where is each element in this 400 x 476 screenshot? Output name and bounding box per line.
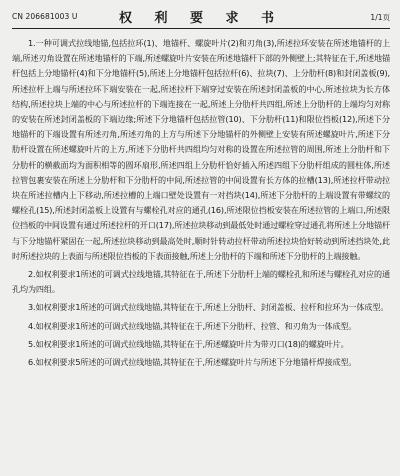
claim-2: 2.如权利要求1所述的可调式拉线地锚,其特征在于,所述下分肋杆上端的螺栓孔和所述与螺栓孔对应的通孔均为四组。 (12, 269, 390, 295)
claim-6: 6.如权利要求5所述的可调式拉线地锚,其特征在于,所述螺旋叶片与所述下分地锚杆焊接成型。 (28, 357, 357, 368)
page-header (12, 6, 390, 29)
claim-5: 5.如权利要求1所述的可调式拉线地锚,其特征在于,所述螺旋叶片为带刃口(18)的螺旋叶片。 (28, 338, 349, 349)
claims-list (12, 36, 390, 370)
document-number: CN 206681003 U (12, 12, 78, 21)
claim-4: 4.如权利要求1所述的可调式拉线地锚,其特征在于,所述下分肋杆、拉管、和刃角为一体成型。 (28, 320, 357, 331)
claim-1: 1.一种可调式拉线地锚,包括拉环(1)、地锚杆、螺旋叶片(2)和刃角(3),所述拉环安装在所述地锚杆的上端,所述刃角设置在所述地锚杆的下端,所述螺旋叶片安装在所述地锚杆下部的外侧壁上;其特征在于,所述地锚杆包括上分地锚杆(4)和下分地锚杆(5),所述上分地锚杆包括拉杆(6)、拉块(7)、上分肋杆(8)和封闭盖板(9),所述拉杆上端与所述拉环下端安装在一起,所述拉杆下端穿过安装在所述封闭盖板的中心,所述拉块为长方体结构,所述拉块上端的中心与所述拉杆的下端连接在一起,所述上分肋杆共四组,所述上分肋杆的上端均匀对称的安装在所述封闭盖板的下端边缘;所述下分地锚杆包括拉管(10)、下分肋杆(11)和限位挡板(12),所述下分地锚杆的下端设置有所述刃角,所述刃角的上方与所述下分地锚杆的外侧壁上安装有所述螺旋叶片,所述下分肋杆设置在所述螺旋叶片的上方,所述下分肋杆共四组均匀对称的设置在所述拉管的周围,所述上分肋杆和下分肋杆的横截面均为面积相等的圆环扇形,所述四组上分肋杆恰好插入所述四组下分肋杆组成的圆柱体,所述拉管包裹安装在所述上分肋杆和下分肋杆的中间,所述拉管的中间设置有长方体的拉槽(13),所述拉杆带动拉块在所述拉槽内上下移动,所述拉槽的上端口壁处设置有一对挡块(14),所述下分肋杆的上端设置有带螺纹的螺栓孔(15),所述封闭盖板上设置有与螺栓孔对应的通孔(16),所述限位挡板安装在所述拉管的上端口,所述限位挡板的中间设置有通过所述拉杆的开口(17),所述拉块移动到最低处时通过螺栓穿过通孔将所述上分地锚杆与下分地锚杆紧固在一起,所述拉块移动到最高处时,顺时针转动拉杆带动所述拉块恰好转动到所述挡块处,此时所述拉块的上表面与所述限位挡板的下表面接触,所述上分肋杆的下端和所述下分肋杆的上端接触。 (12, 38, 390, 261)
page-indicator: 1/1页 (370, 13, 390, 22)
document-title: 权 利 要 求 书 (118, 11, 284, 26)
claim-3: 3.如权利要求1所述的可调式拉线地锚,其特征在于,所述上分肋杆、封闭盖板、拉杆和拉环为一体成型。 (28, 302, 389, 313)
